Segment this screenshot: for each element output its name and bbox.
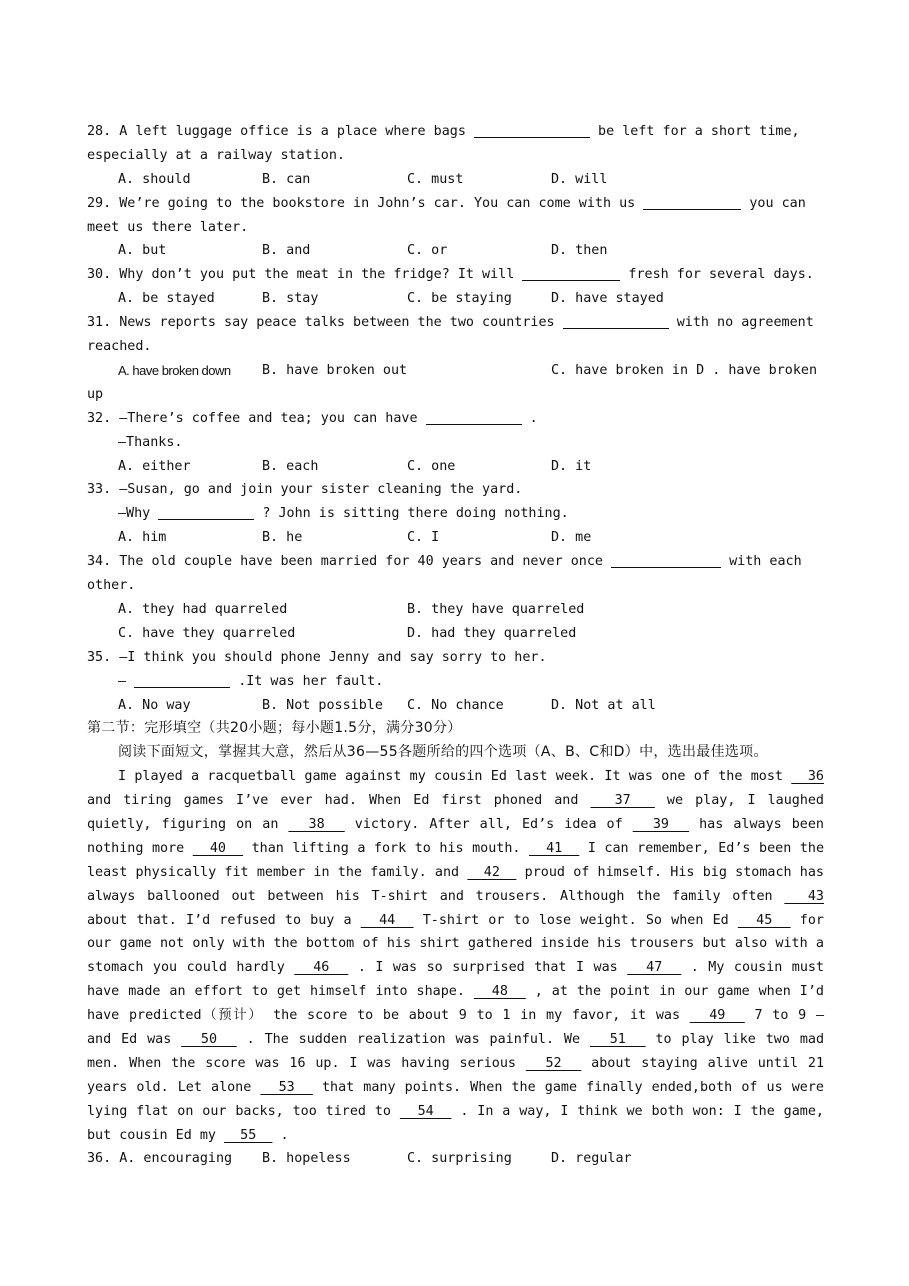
question-33: 33. —Susan, go and join your sister cleaning the yard. [87,482,523,498]
question-text: 34. The old couple have been married for 40 years and never once [87,554,603,570]
option-a: A. they had quarreled [118,601,288,617]
option-d: D. it [551,458,592,474]
option-a: A. should [118,171,191,187]
passage-text: proud of himself. His big stomach has [516,864,824,880]
numbered-blank: 38 [288,816,345,832]
options-row [87,622,824,646]
numbered-blank: 44 [360,912,414,928]
passage-text: about that. I’d refused to buy a [87,912,361,928]
option-c: C. or [407,243,448,259]
passage-line [87,861,824,885]
numbered-blank: 50 [181,1031,237,1047]
question-text: fresh for several days. [628,267,814,283]
passage-line [87,1052,824,1076]
cloze-passage [87,765,824,1147]
passage-line [87,1028,824,1052]
passage-text: but cousin Ed my [87,1127,225,1143]
passage-line [87,980,824,1004]
passage-text: I can remember, Ed’s been the [579,840,825,856]
passage-line [87,1004,824,1028]
option-c: C. have they quarreled [118,625,296,641]
question-36 [87,1147,824,1171]
numbered-blank: 52 [525,1055,582,1071]
option-b: B. Not possible [262,697,383,713]
passage-text: stomach you could hardly [87,960,295,976]
option-d: D. then [551,243,608,259]
question-34 [87,550,824,574]
option-d: D. will [551,171,608,187]
question-text [87,502,824,526]
passage-line [87,789,824,813]
passage-text: 7 to 9 — [744,1008,825,1024]
passage-text: our game not only with the bottom of his shirt gathered inside his trousers but also with a [87,936,824,952]
question-29 [87,192,824,216]
question-text: other. [87,578,136,594]
passage-text: years old. Let alone [87,1079,261,1095]
option-b: B. and [262,243,311,259]
option-a: A. either [118,458,191,474]
passage-text: . My cousin must [681,960,825,976]
options-row [87,455,824,479]
option-c: C. surprising [407,1151,512,1167]
option-b: B. each [262,458,319,474]
answer-blank [563,313,669,329]
question-text: . [529,410,538,426]
question-28 [87,120,824,144]
question-text: with each [729,554,802,570]
passage-text: and tiring games I’ve ever had. When Ed first phoned and [87,793,591,809]
options-row [87,598,824,622]
options-row [87,359,824,383]
numbered-blank: 43 [784,888,824,904]
passage-text: . I was so surprised that I was [348,960,628,976]
numbered-blank: 49 [689,1008,745,1024]
question-35: 35. —I think you should phone Jenny and say sorry to her. [87,649,547,665]
passage-text: have predicted（预计） the score to be about 9 to 1 in my favor, it was [87,1008,690,1024]
passage-text: quietly, figuring on an [87,816,289,832]
passage-text: . [272,1127,289,1143]
option-c: C. must [407,171,464,187]
question-text: 31. News reports say peace talks between the two countries [87,315,555,331]
options-row [87,694,824,718]
passage-line [87,956,824,980]
passage-line [87,837,824,861]
question-text: you can [749,195,806,211]
passage-line [87,932,824,956]
question-text: —Why [118,506,151,522]
passage-text: to play like two mad [645,1031,824,1047]
options-row [87,168,824,192]
passage-text: least physically fit member in the family. and [87,864,468,880]
question-text: 30. Why don’t you put the meat in the fridge? It will [87,267,515,283]
passage-text: that many points. When the game finally ended,both of us were [312,1079,824,1095]
question-text: reached. [87,339,152,355]
numbered-blank: 42 [467,864,517,880]
question-text [87,670,824,694]
question-32 [87,407,824,431]
option-b: B. have broken out [262,362,408,378]
exam-page [87,120,824,1171]
numbered-blank: 51 [589,1031,646,1047]
option-b: B. they have quarreled [407,601,585,617]
question-text: 32. —There’s coffee and tea; you can have [87,410,418,426]
option-a: A. be stayed [118,291,215,307]
answer-blank [158,504,254,520]
option-a: A. have broken down [118,362,231,378]
passage-line [87,885,824,909]
passage-text: have made an effort to get himself into shape. [87,984,474,1000]
passage-line [87,909,824,933]
numbered-blank: 55 [224,1127,273,1143]
question-text: up [87,386,104,402]
numbered-blank: 54 [399,1103,452,1119]
numbered-blank: 39 [632,816,690,832]
section-instruction: 阅读下面短文，掌握其大意，然后从36—55各题所给的四个选项（A、B、C和D）中，选出最佳选项。 [118,744,768,761]
passage-text: we play, I laughed [654,793,824,809]
option-a: A. but [118,243,167,259]
option-c-d: C. have broken in D . have broken [551,362,818,378]
answer-blank [643,194,741,210]
option-b: B. stay [262,291,319,307]
option-d: D. had they quarreled [407,625,577,641]
section-heading: 第二节：完形填空（共20小题；每小题1.5分，满分30分） [87,720,462,737]
answer-blank [134,672,230,688]
passage-text: than lifting a fork to his mouth. [243,840,530,856]
passage-text: and Ed was [87,1031,182,1047]
option-c: C. No chance [407,697,504,713]
options-row [87,287,824,311]
passage-text: has always been [689,816,824,832]
numbered-blank: 36 [791,769,824,785]
question-31 [87,311,824,335]
passage-line [87,1124,824,1148]
passage-text: . The sudden realization was painful. We [236,1031,590,1047]
numbered-blank: 40 [192,840,244,856]
option-a: A. No way [118,697,191,713]
option-a: A. him [118,530,167,546]
question-text: be left for a short time, [598,124,800,139]
option-a: 36. A. encouraging [87,1151,233,1167]
question-30 [87,263,824,287]
passage-text: . In a way, I think we both won: I the game, [451,1103,824,1119]
passage-line [87,1076,824,1100]
answer-blank [611,552,721,568]
option-b: B. can [262,171,311,187]
option-d: D. regular [551,1151,632,1167]
passage-text: victory. After all, Ed’s idea of [344,816,633,832]
answer-blank [426,409,522,425]
passage-line [87,813,824,837]
option-b: B. he [262,530,303,546]
passage-text: about staying alive until 21 [581,1055,825,1071]
passage-text: always ballooned out between his T-shirt and trousers. Although the family often [87,888,785,904]
passage-text: I played a racquetball game against my cousin Ed last week. It was one of the most [118,769,792,785]
passage-line [87,765,824,789]
passage-text: , at the point in our game when I’d [525,984,824,1000]
numbered-blank: 45 [737,912,791,928]
passage-text: T-shirt or to lose weight. So when Ed [413,912,738,928]
question-text: 29. We’re going to the bookstore in John’s car. You can come with us [87,195,636,211]
numbered-blank: 37 [590,793,655,809]
question-text: — [118,673,127,689]
option-d: D. Not at all [551,697,656,713]
numbered-blank: 46 [294,960,349,976]
numbered-blank: 47 [627,960,682,976]
passage-text: lying flat on our backs, too tired to [87,1103,400,1119]
passage-text: men. When the score was 16 up. I was having serious [87,1055,526,1071]
question-text: .It was her fault. [238,673,384,689]
options-row [87,526,824,550]
numbered-blank: 53 [260,1079,313,1095]
passage-text: for [790,912,824,928]
option-d: D. have stayed [551,291,664,307]
numbered-blank: 41 [529,840,580,856]
question-text: ? John is sitting there doing nothing. [262,506,569,522]
passage-line [87,1100,824,1124]
question-text: with no agreement [676,315,814,331]
answer-blank [522,265,620,281]
options-row [87,239,824,263]
option-d: D. me [551,530,592,546]
passage-text: nothing more [87,840,193,856]
option-b: B. hopeless [262,1151,351,1167]
question-text: meet us there later. [87,219,249,235]
question-text: —Thanks. [118,434,183,450]
numbered-blank: 48 [473,984,526,1000]
question-text: especially at a railway station. [87,147,345,163]
option-c: C. one [407,458,456,474]
question-text: 28. A left luggage office is a place where bags [87,124,466,139]
option-c: C. I [407,530,440,546]
option-c: C. be staying [407,291,512,307]
answer-blank [474,122,590,138]
